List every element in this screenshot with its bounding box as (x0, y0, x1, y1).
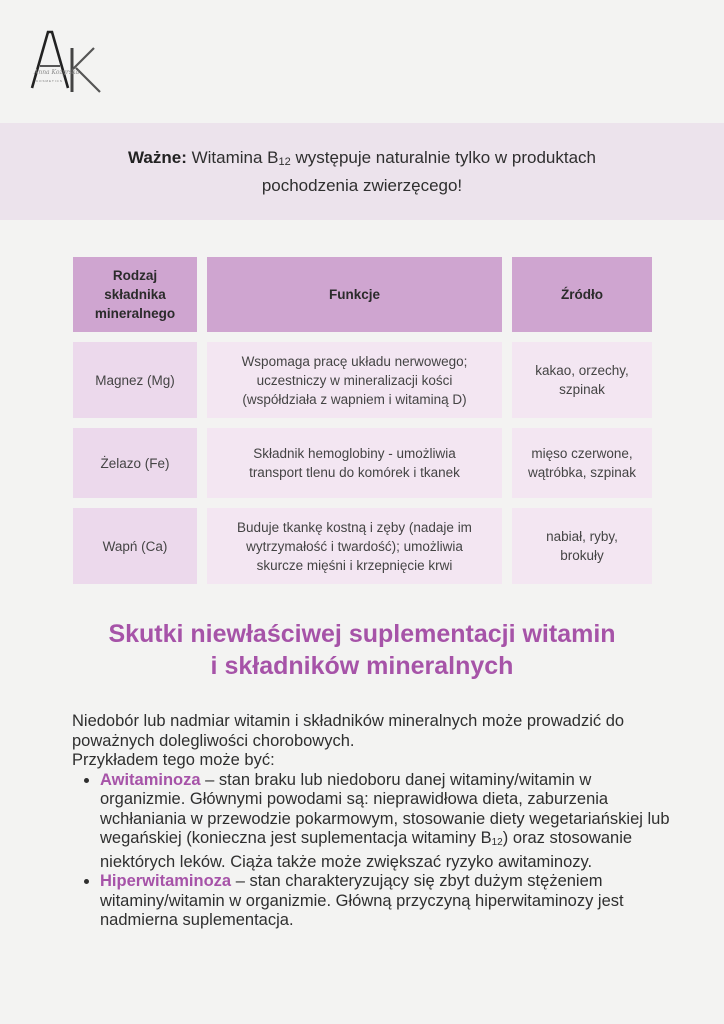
example-line: Przykładem tego może być: (72, 751, 275, 769)
table-cell-mineral: Wapń (Ca) (73, 508, 197, 584)
important-note-banner (0, 123, 724, 220)
effects-list (72, 771, 672, 931)
logo-monogram (28, 26, 108, 98)
brand-logo (28, 26, 108, 98)
table-cell-source: kakao, orzechy, szpinak (512, 342, 652, 418)
table-header-source: Źródło (512, 257, 652, 332)
table-header-function: Funkcje (207, 257, 502, 332)
table-cell-source: nabiał, ryby, brokuły (512, 508, 652, 584)
note-text-before: Witamina B (186, 148, 279, 167)
important-note-text (128, 146, 596, 197)
table-header-mineral: Rodzaj składnika mineralnego (73, 257, 197, 332)
section-title (0, 618, 724, 682)
awitaminoza-text-before: – stan braku lub niedoboru danej witaminy/witamin w organizmie. Głównymi powodami są: nieprawidłowa dieta, zaburzenia wchłaniania w przewodzie pokarmowym, stosowanie diety wegetariańskiej lub wegańskiej (konieczna jest suplementacja witaminy B (100, 770, 670, 847)
awitaminoza-subscript: 12 (491, 837, 503, 848)
important-label: Ważne: (128, 148, 187, 167)
hiperwitaminoza-text: – stan charakteryzujący się zbyt dużym stężeniem witaminy/witamin w organizmie. Główną przyczyną hiperwitaminozy jest nadmierna suplementacja. (100, 872, 624, 929)
table-cell-source: mięso czerwone, wątróbka, szpinak (512, 428, 652, 498)
note-subscript: 12 (278, 156, 291, 168)
table-cell-function: Składnik hemoglobiny - umożliwia transport tlenu do komórek i tkanek (207, 428, 502, 498)
term-hiperwitaminoza: Hiperwitaminoza (100, 872, 232, 890)
section-body (72, 712, 672, 931)
intro-paragraph: Niedobór lub nadmiar witamin i składników mineralnych może prowadzić do poważnych dolegliwości chorobowych. (72, 712, 625, 750)
logo-script-text: Anna Kozyrska (34, 69, 80, 76)
table-cell-mineral: Żelazo (Fe) (73, 428, 197, 498)
note-line-2: pochodzenia zwierzęcego! (261, 176, 463, 195)
list-item-awitaminoza (100, 771, 672, 873)
awitaminoza-text-after: ) oraz stosowanie niektórych leków. Ciąża także może zwiększać ryzyko awitaminozy. (100, 829, 633, 871)
list-item-hiperwitaminoza (100, 872, 672, 931)
term-awitaminoza: Awitaminoza (100, 770, 201, 789)
section-title-line-1: Skutki niewłaściwej suplementacji witamin (108, 620, 616, 648)
logo-subtitle: COSMETICS (36, 79, 63, 83)
section-title-line-2: i składników mineralnych (210, 652, 514, 680)
table-cell-function: Wspomaga pracę układu nerwowego; uczestniczy w mineralizacji kości (współdziała z wapniem i witaminą D) (207, 342, 502, 418)
table-cell-mineral: Magnez (Mg) (73, 342, 197, 418)
note-text-after: występuje naturalnie tylko w produktach (290, 148, 596, 167)
table-cell-function: Buduje tkankę kostną i zęby (nadaje im wytrzymałość i twardość); umożliwia skurcze mięśni i krzepnięcie krwi (207, 508, 502, 584)
